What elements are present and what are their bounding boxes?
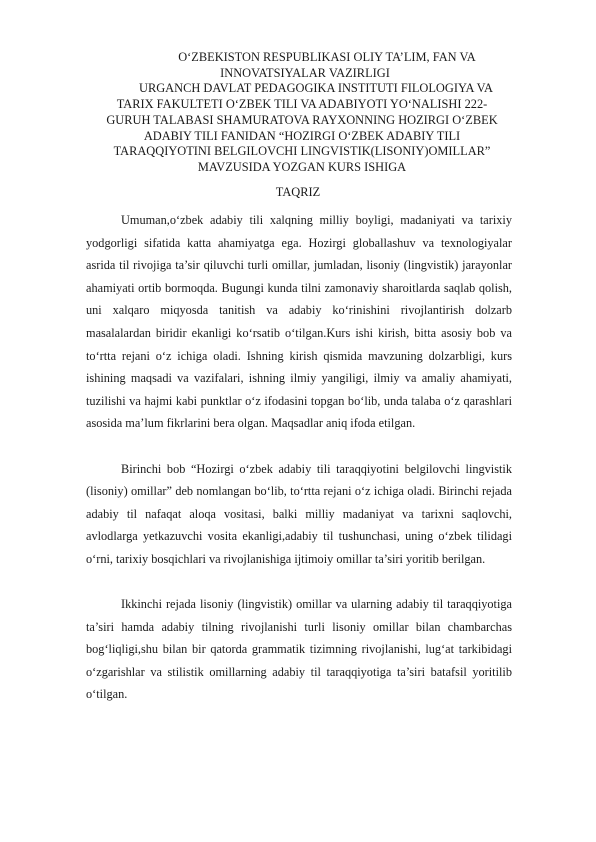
document-header: [92, 50, 512, 176]
header-line: MAVZUSIDA YOZGAN KURS ISHIGA: [197, 159, 407, 174]
body-paragraph: Ikkinchi rejada lisoniy (lingvistik) omillar va ularning adabiy til taraqqiyotiga ta’siri hamda adabiy tilning rivojlanishi turli lisoniy omillar bilan chambarchas bog‘liqligi,shu bilan bir qatorda grammatik tizimning rivojlanishi, lug‘at tarkibidagi o‘zgarishlar va stilistik omillarning adabiy til taraqqiyotiga ta’siri batafsil yoritilib o‘tilgan.: [86, 597, 512, 702]
header-line: TARIX FAKULTETI O‘ZBEK TILI VA ADABIYOTI YO‘NALISHI 222-: [116, 97, 488, 112]
document-title: TAQRIZ: [275, 185, 321, 199]
header-line: INNOVATSIYALAR VAZIRLIGI: [220, 65, 390, 80]
header-line: TARAQQIYOTINI BELGILOVCHI LINGVISTIK(LISONIY)OMILLAR”: [113, 144, 491, 159]
body-paragraph: Umuman,o‘zbek adabiy tili xalqning milliy boyligi, madaniyati va tarixiy yodgorligi sifatida katta ahamiyatga ega. Hozirgi globallashuv va texnologiyalar asrida til rivojiga ta’sir qiluvchi turli omillar, jumladan, lisoniy (lingvistik) jarayonlar ahamiyati ortib bormoqda. Bugungi kunda tilni zamonaviy sharoitlarda saqlab qolish, uni xalqaro miqyosda tanitish va adabiy ko‘rinishini rivojlantirish dolzarb masalalardan biridir ekanligi ko‘rsatib o‘tilgan.Kurs ishi kirish, bitta asosiy bob va to‘rtta rejani o‘z ichiga oladi. Ishning kirish qismida mavzuning dolzarbligi, kurs ishining maqsadi va vazifalari, ishning ilmiy yangiligi, ilmiy va amaliy ahamiyati, tuzilishi va hajmi kabi punktlar o‘z ifodasini topgan bo‘lib, unda talaba o‘z qarashlari asosida ma’lum fikrlarini bera olgan. Maqsadlar aniq ifoda etilgan.: [86, 213, 512, 431]
header-line: O‘ZBEKISTON RESPUBLIKASI OLIY TA’LIM, FAN VA: [178, 50, 476, 64]
header-line: GURUH TALABASI SHAMURATOVA RAYXONNING HOZIRGI O‘ZBEK: [106, 112, 498, 127]
body-paragraph: Birinchi bob “Hozirgi o‘zbek adabiy tili taraqqiyotini belgilovchi lingvistik (lisoniy) omillar” deb nomlangan bo‘lib, to‘rtta rejani o‘z ichiga oladi. Birinchi rejada adabiy til nafaqat aloqa vositasi, balki milliy madaniyat va tarixni saqlovchi, avlodlarga yetkazuvchi vosita ekanligi,adabiy til tushunchasi, uning o‘zbek tilidagi o‘rni, tarixiy bosqichlari va rivojlanishiga ijtimoiy omillar ta’siri yoritib berilgan.: [86, 461, 512, 566]
document-body: [86, 209, 512, 706]
header-line: ADABIY TILI FANIDAN “HOZIRGI O‘ZBEK ADABIY TILI: [143, 128, 461, 143]
header-line: URGANCH DAVLAT PEDAGOGIKA INSTITUTI FILOLOGIYA VA: [139, 81, 493, 96]
